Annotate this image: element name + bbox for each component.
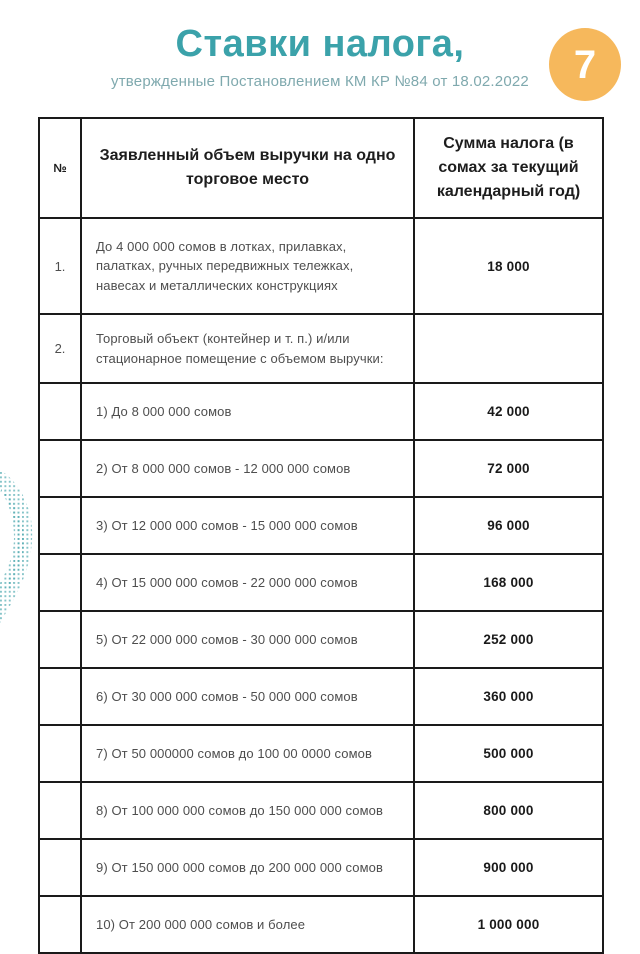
row-number-cell [39,839,81,896]
row-description-cell: 3) От 12 000 000 сомов - 15 000 000 сомов [81,497,414,554]
table-row [39,668,603,725]
row-description-cell: 1) До 8 000 000 сомов [81,383,414,440]
row-description-cell: Торговый объект (контейнер и т. п.) и/или стационарное помещение с объемом выручки: [81,314,414,383]
row-description-cell: 10) От 200 000 000 сомов и более [81,896,414,953]
table-row [39,839,603,896]
page-number-badge [549,28,621,101]
table-row [39,497,603,554]
table-header-row [39,118,603,218]
page-header [0,24,640,90]
row-amount-cell: 800 000 [414,782,603,839]
row-amount-cell [414,314,603,383]
page-title: Ставки налога, [175,23,465,65]
page-number: 7 [573,42,597,87]
row-number-cell [39,611,81,668]
row-amount-cell: 72 000 [414,440,603,497]
row-description-cell: 7) От 50 000000 сомов до 100 00 0000 сомов [81,725,414,782]
row-number-cell [39,554,81,611]
row-number-cell: 2. [39,314,81,383]
row-description-cell: 6) От 30 000 000 сомов - 50 000 000 сомов [81,668,414,725]
row-description-cell: 8) От 100 000 000 сомов до 150 000 000 сомов [81,782,414,839]
halftone-dots-decoration [0,450,42,625]
column-header-amount: Сумма налога (в сомах за текущий календарный год) [414,118,603,218]
table-header [39,118,603,218]
table-row [39,440,603,497]
row-amount-cell: 360 000 [414,668,603,725]
row-description-cell: До 4 000 000 сомов в лотках, прилавках, палатках, ручных передвижных тележках, навесах и металлических конструкциях [81,218,414,314]
row-amount-cell: 18 000 [414,218,603,314]
table-row [39,383,603,440]
row-amount-cell: 500 000 [414,725,603,782]
row-amount-cell: 96 000 [414,497,603,554]
table-row [39,314,603,383]
table-row [39,896,603,953]
column-header-description: Заявленный объем выручки на одно торговое место [81,118,414,218]
row-number-cell: 1. [39,218,81,314]
row-number-cell [39,668,81,725]
row-number-cell [39,383,81,440]
row-description-cell: 2) От 8 000 000 сомов - 12 000 000 сомов [81,440,414,497]
row-number-cell [39,896,81,953]
table-body [39,218,603,953]
table-row [39,611,603,668]
row-number-cell [39,782,81,839]
page-subtitle: утвержденные Постановлением КМ КР №84 от 18.02.2022 [111,72,529,90]
row-description-cell: 5) От 22 000 000 сомов - 30 000 000 сомов [81,611,414,668]
column-header-number: № [39,118,81,218]
row-amount-cell: 1 000 000 [414,896,603,953]
table-row [39,218,603,314]
row-number-cell [39,497,81,554]
row-number-cell [39,725,81,782]
table-row [39,725,603,782]
row-amount-cell: 42 000 [414,383,603,440]
table-row [39,782,603,839]
row-description-cell: 9) От 150 000 000 сомов до 200 000 000 сомов [81,839,414,896]
tax-rates-table [38,117,604,954]
row-amount-cell: 900 000 [414,839,603,896]
row-amount-cell: 252 000 [414,611,603,668]
row-number-cell [39,440,81,497]
row-amount-cell: 168 000 [414,554,603,611]
row-description-cell: 4) От 15 000 000 сомов - 22 000 000 сомов [81,554,414,611]
table-row [39,554,603,611]
